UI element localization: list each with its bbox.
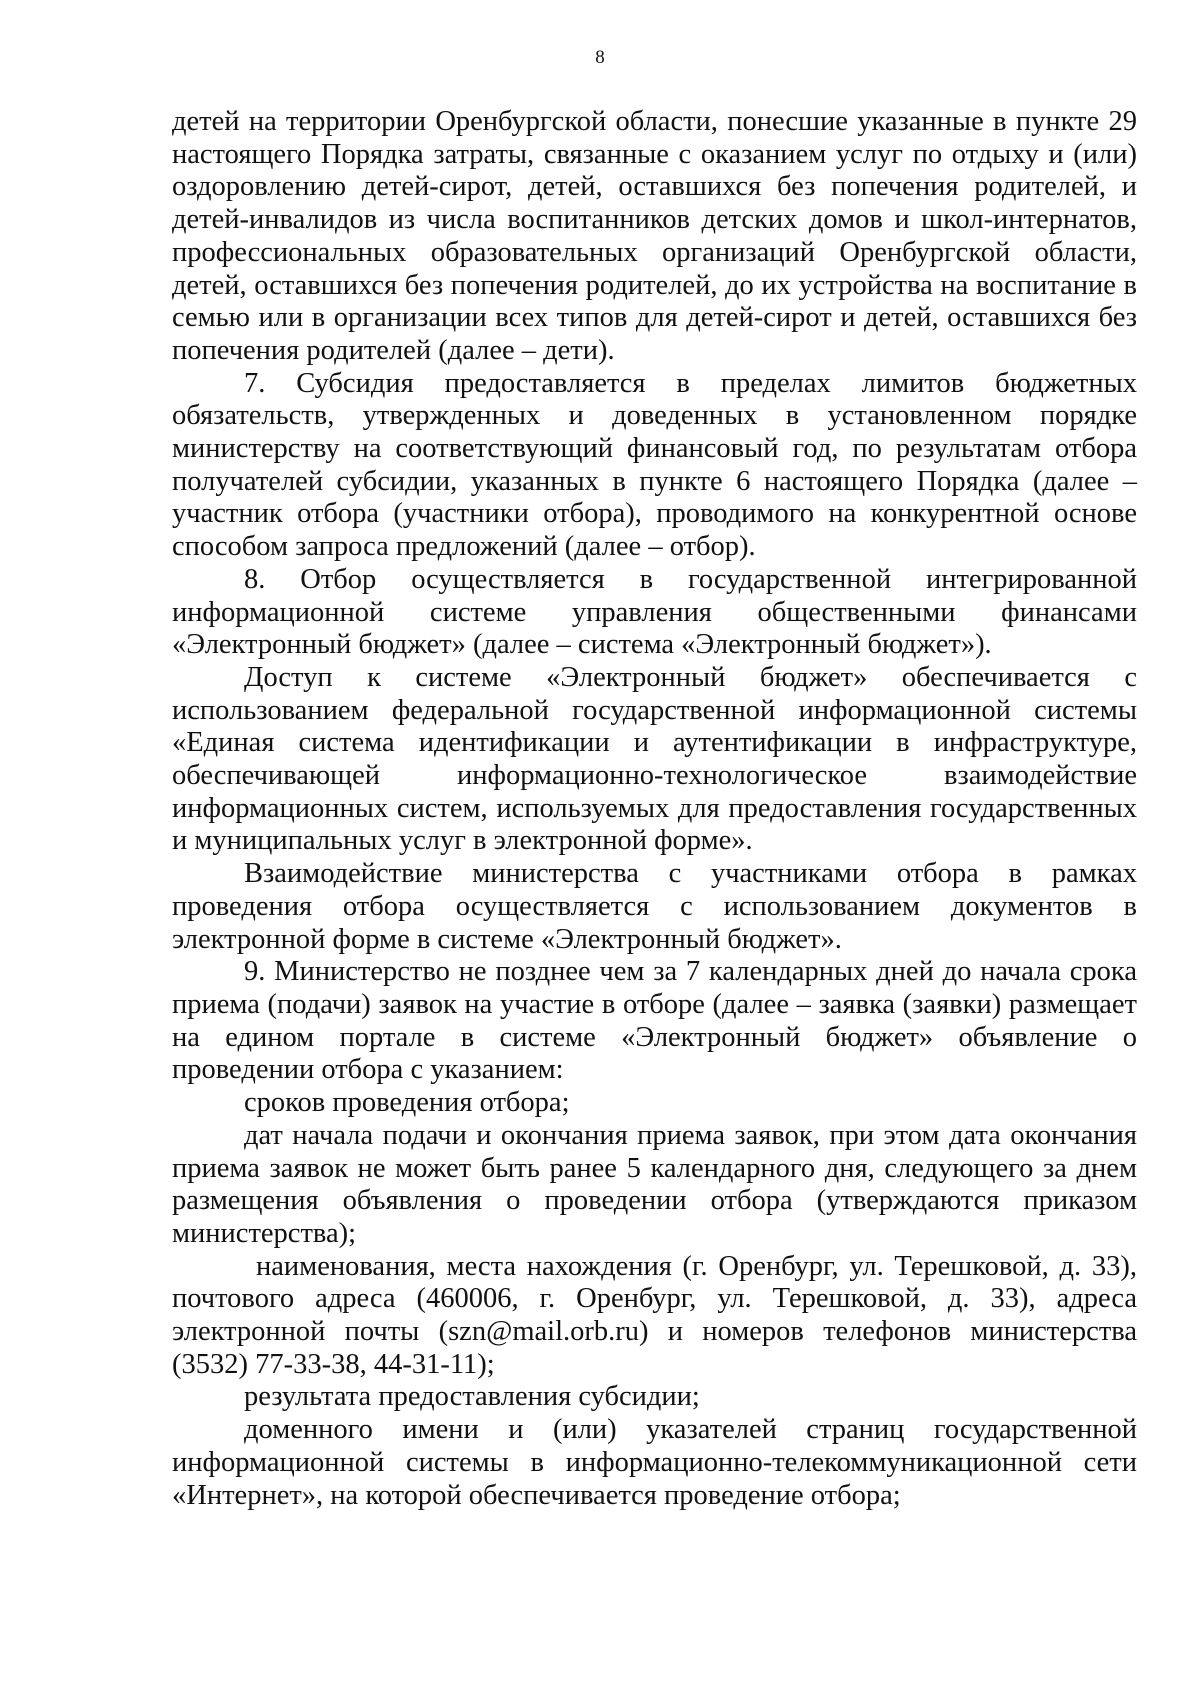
list-item-result: результата предоставления субсидии; xyxy=(244,1381,700,1413)
list-item-terms: сроков проведения отбора; xyxy=(244,1087,570,1119)
list-item-contacts: наименования, места нахождения (г. Оренбург, ул. Терешковой, д. 33), почтового адреса (460006, г. Оренбург, ул. Терешковой, д. 33), адреса электронной почты (szn@mail.orb.ru) и номеров телефонов министерства (3532) 77-33-38, 44-31-11); xyxy=(172,1250,1137,1380)
page-number: 8 xyxy=(595,47,605,68)
paragraph-continuation-children: детей на территории Оренбургской области, понесшие указанные в пункте 29 настоящего Порядка затраты, связанные с оказанием услуг по отдыху и (или) оздоровлению детей-сирот, детей, оставшихся без попечения родителей, и детей-инвалидов из числа воспитанников детских домов и школ-интернатов, профессиональных образовательных организаций Оренбургской области, детей, оставшихся без попечения родителей, до их устройства на воспитание в семью или в организации всех типов для детей-сирот и детей, оставшихся без попечения родителей (далее – дети). xyxy=(172,106,1137,366)
paragraph-access: Доступ к системе «Электронный бюджет» обеспечивается с использованием федеральной государственной информационной системы «Единая система идентификации и аутентификации в инфраструктуре, обеспечивающей информационно-технологическое взаимодействие информационных систем, используемых для предоставления государственных и муниципальных услуг в электронной форме». xyxy=(172,661,1137,857)
document-body xyxy=(172,106,1137,1512)
paragraph-item-7: 7. Субсидия предоставляется в пределах лимитов бюджетных обязательств, утвержденных и доведенных в установленном порядке министерству на соответствующий финансовый год, по результатам отбора получателей субсидии, указанных в пункте 6 настоящего Порядка (далее – участник отбора (участники отбора), проводимого на конкурентной основе способом запроса предложений (далее – отбор). xyxy=(172,367,1137,563)
paragraph-item-8: 8. Отбор осуществляется в государственной интегрированной информационной системе управления общественными финансами «Электронный бюджет» (далее – система «Электронный бюджет»). xyxy=(172,563,1137,661)
list-item-dates: дат начала подачи и окончания приема заявок, при этом дата окончания приема заявок не может быть ранее 5 календарного дня, следующего за днем размещения объявления о проведении отбора (утверждаются приказом министерства); xyxy=(172,1119,1137,1249)
paragraph-interaction: Взаимодействие министерства с участниками отбора в рамках проведения отбора осуществляется с использованием документов в электронной форме в системе «Электронный бюджет». xyxy=(172,858,1137,955)
paragraph-item-9: 9. Министерство не позднее чем за 7 календарных дней до начала срока приема (подачи) заявок на участие в отборе (далее – заявка (заявки) размещает на едином портале в системе «Электронный бюджет» объявление о проведении отбора с указанием: xyxy=(172,956,1137,1086)
list-item-domain: доменного имени и (или) указателей страниц государственной информационной системы в информационно-телекоммуникационной сети «Интернет», на которой обеспечивается проведение отбора; xyxy=(172,1414,1137,1511)
